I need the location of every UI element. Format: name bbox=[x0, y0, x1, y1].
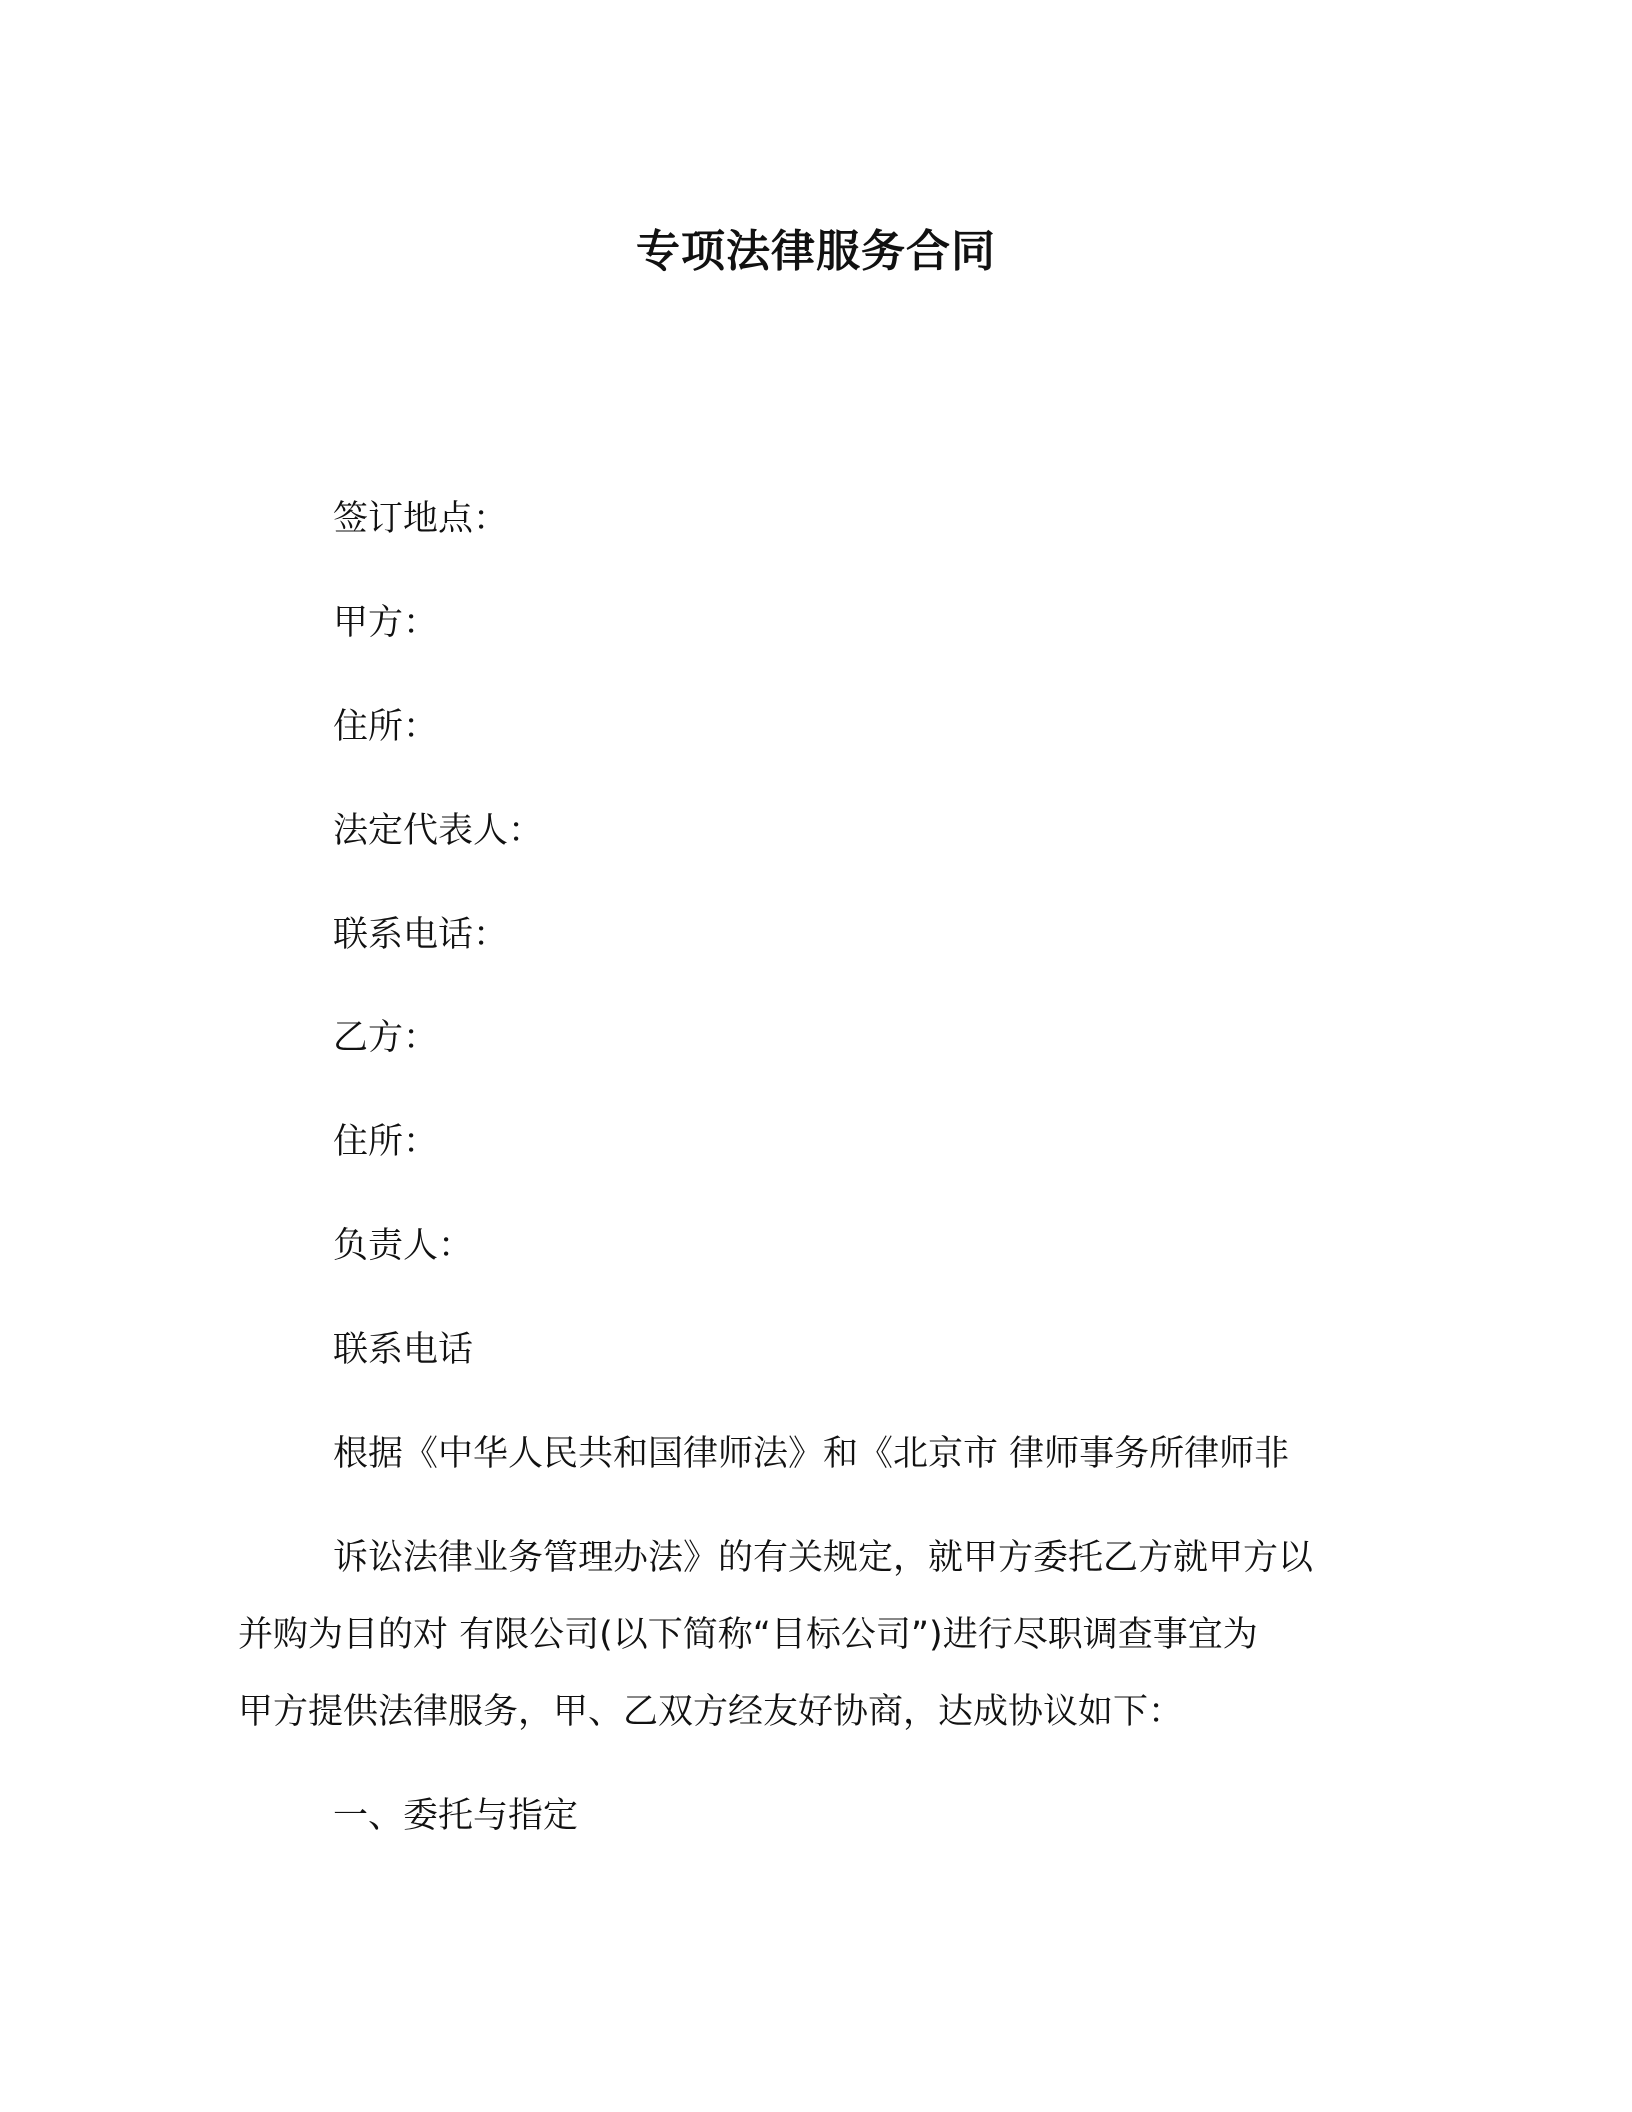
field-party-b: 乙方： bbox=[333, 1018, 439, 1058]
field-party-b-address: 住所： bbox=[333, 1122, 439, 1162]
field-party-a-address: 住所： bbox=[333, 707, 439, 747]
preamble-line: 甲方提供法律服务，甲、乙双方经友好协商，达成协议如下： bbox=[238, 1692, 1184, 1732]
field-party-a-phone: 联系电话： bbox=[333, 915, 509, 955]
section-heading: 一、委托与指定 bbox=[333, 1796, 579, 1836]
preamble-line: 诉讼法律业务管理办法》的有关规定，就甲方委托乙方就甲方以 bbox=[333, 1538, 1314, 1578]
field-signing-place: 签订地点： bbox=[333, 499, 509, 539]
field-party-a: 甲方： bbox=[333, 603, 439, 643]
preamble-line: 并购为目的对 有限公司(以下简称“目标公司”)进行尽职调查事宜为 bbox=[238, 1615, 1258, 1655]
preamble-line: 根据《中华人民共和国律师法》和《北京市 律师事务所律师非 bbox=[333, 1434, 1290, 1474]
field-legal-representative: 法定代表人： bbox=[333, 811, 544, 851]
field-person-in-charge: 负责人： bbox=[333, 1226, 474, 1266]
document-title: 专项法律服务合同 bbox=[636, 226, 996, 277]
field-party-b-phone: 联系电话 bbox=[333, 1330, 474, 1370]
